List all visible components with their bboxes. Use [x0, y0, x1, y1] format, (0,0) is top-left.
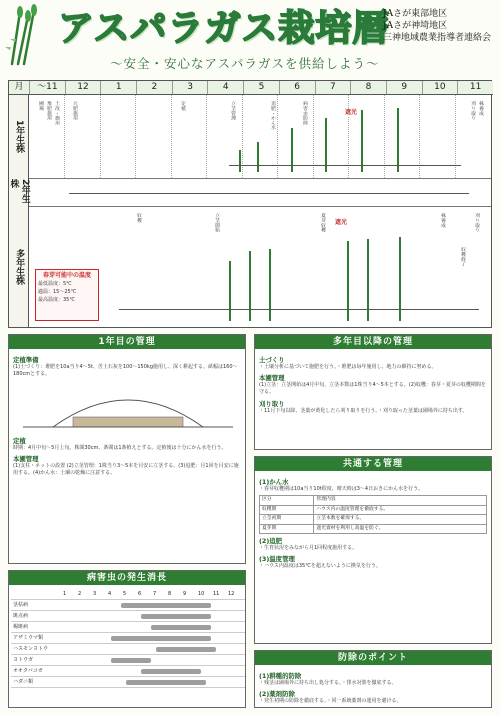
section-heading: (1)耕種的防除	[259, 672, 302, 680]
month-cell: 9	[386, 81, 422, 94]
task-note: 堆肥施用	[45, 101, 51, 121]
panel-body	[259, 353, 487, 446]
section-heading: (2)追肥	[259, 537, 283, 546]
pest-period-bar	[156, 647, 216, 652]
task-note: 土改・施用	[53, 101, 59, 125]
panel-multi-year-management	[254, 334, 492, 450]
pest-month: 6	[138, 591, 142, 597]
section-heading: 定植	[13, 436, 26, 445]
table-row	[260, 515, 487, 525]
pest-name: 斑点病	[13, 613, 29, 619]
pest-name: 褐斑病	[13, 624, 29, 630]
section-heading: (3)温度管理	[259, 555, 295, 564]
asparagus-stem-icon	[229, 261, 231, 321]
month-cell: 6	[279, 81, 315, 94]
pest-month: 8	[168, 591, 172, 597]
task-note: 定植	[179, 101, 185, 111]
header	[0, 0, 500, 78]
section-heading: 定植準備	[13, 356, 39, 364]
pest-period-bar	[141, 614, 211, 619]
panel-body	[259, 669, 487, 704]
pest-period-bar	[141, 669, 201, 674]
shading-callout: 遮光	[335, 219, 348, 226]
pest-period-bar	[126, 680, 206, 685]
table-cell: 夏芽期	[260, 524, 314, 534]
subtitle: ～安全・安心なアスパラガスを供給しよう～	[110, 56, 380, 71]
section-text: (1)立茎：立茎開始は4月中旬、立茎本数は1株当り4～5本とする。(2)収穫：春芽・夏芽の収穫期間を守る。	[259, 382, 486, 396]
pest-name: ヨトウガ	[13, 657, 34, 663]
pest-row	[11, 666, 246, 677]
month-divider	[100, 95, 101, 178]
month-header-label: 月	[14, 82, 24, 92]
task-note: 刈り取り	[469, 101, 475, 121]
section-heading: 本圃管理	[259, 374, 285, 383]
month-cell: 1	[100, 81, 136, 94]
pest-row	[11, 633, 246, 644]
org-line: JAさが東部地区	[383, 9, 448, 19]
section-text: ・残茎は圃場外に持ち出し処分する。・排水対策を徹底する。	[259, 680, 397, 686]
panel-year1-management	[8, 334, 246, 564]
section-text: (1)支柱・ネットの設置 (2)立茎管理：1株当り3～5本を目安に立茎する。(3)追肥：月1回を目安に施用する。(4)かん水：土壌の乾燥に注意する。	[13, 462, 239, 477]
pest-month: 9	[183, 591, 187, 597]
month-divider	[135, 95, 136, 178]
pest-month: 2	[78, 591, 82, 597]
asparagus-stem-icon	[361, 110, 363, 172]
pest-name: ハスモンヨトウ	[13, 646, 49, 652]
growth-period-line	[229, 165, 461, 166]
month-cell: 12	[65, 81, 101, 94]
pest-occurrence-chart	[11, 589, 246, 685]
pest-month: 10	[198, 591, 205, 597]
org-line: 三神地域農業指導者連絡会	[383, 33, 492, 43]
section-text: (1)土づくり：堆肥を10a当り4～5t、苦土石灰を100～150kg施用し、深く耕起する。畝幅は160～180cmとする。	[13, 364, 238, 378]
asparagus-stem-icon	[397, 108, 399, 172]
section-text: ・ハウス内温度は35℃を超えないように換気を行う。	[259, 563, 381, 570]
pest-name: オオタバコガ	[13, 668, 43, 674]
pest-period-bar	[121, 603, 211, 608]
asparagus-logo-icon	[4, 4, 60, 66]
task-note: 立茎開始	[213, 213, 219, 233]
task-note: 元肥施用	[71, 101, 77, 121]
pest-row	[11, 622, 246, 633]
month-cell: 4	[207, 81, 243, 94]
pest-month: 5	[123, 591, 127, 597]
pest-period-bar	[111, 636, 211, 641]
task-note: 夏芽収穫	[319, 213, 325, 233]
task-note: 株養成	[439, 213, 445, 228]
month-cell: 5	[243, 81, 279, 94]
pest-row	[11, 611, 246, 622]
end-note: 収穫終了	[459, 247, 465, 267]
panel-pest-occurrence	[8, 570, 246, 708]
month-cell: 7	[315, 81, 351, 94]
pest-month: 7	[153, 591, 157, 597]
cultivation-calendar	[8, 80, 492, 328]
table-cell: ハウス内の温度管理を徹底する。	[314, 505, 487, 515]
pest-row	[11, 677, 246, 688]
task-note: 病害虫防除	[301, 101, 307, 125]
pest-row	[11, 600, 246, 611]
growth-period-line	[119, 309, 479, 310]
org-line: JAさが神埼地区	[383, 21, 448, 31]
pest-month: 12	[228, 591, 235, 597]
panel-body	[13, 353, 241, 560]
month-header-row	[9, 81, 493, 95]
section-text: ・生育状況をみながら月1回程度施用する。	[259, 545, 358, 552]
organization-block	[383, 8, 491, 44]
table-cell: 立茎初期	[260, 515, 314, 525]
growth-period-line	[69, 193, 469, 194]
temperature-box-title: 春芽可能中の温度	[42, 272, 91, 279]
panel-title: 病害虫の発生消長	[9, 571, 245, 585]
table-cell: 収穫期	[260, 505, 314, 515]
task-note: 圃場	[37, 101, 43, 111]
panel-title: 共通する管理	[255, 457, 491, 471]
panel-prevention-points	[254, 650, 492, 708]
month-cell: 10	[422, 81, 458, 94]
temperature-line: 適温：15～25℃	[38, 289, 77, 295]
pest-name: ハダニ類	[13, 679, 34, 685]
table-row	[260, 496, 487, 506]
asparagus-stem-icon	[325, 118, 327, 172]
pest-row	[11, 655, 246, 666]
task-note: 立茎管理	[229, 101, 235, 121]
table-row	[260, 505, 487, 515]
section-heading: 本圃管理	[13, 454, 39, 463]
temperature-box	[35, 269, 99, 321]
pest-period-bar	[151, 625, 211, 630]
shading-callout: 遮光	[345, 109, 358, 116]
pest-name: 茎枯病	[13, 602, 29, 608]
asparagus-stem-icon	[249, 251, 251, 321]
page-title: アスパラガス栽培暦	[58, 8, 390, 49]
row-label-year1: 1年生株	[9, 95, 29, 179]
calendar-row-year1	[29, 95, 491, 179]
month-cell: 8	[350, 81, 386, 94]
pest-row	[11, 644, 246, 655]
table-row	[260, 524, 487, 534]
panel-common-management	[254, 456, 492, 644]
task-note: 株養成	[477, 101, 483, 116]
pest-period-bar	[111, 658, 151, 663]
section-text: ・11月下旬以降、茎葉が黄化したら刈り取りを行う。・刈り取った茎葉は圃場外に持ち出す。	[259, 407, 468, 414]
row-label-year2: 2年生株	[9, 179, 29, 207]
table-header-cell: 区分	[260, 496, 314, 506]
asparagus-stem-icon	[257, 142, 259, 172]
section-heading: (1)かん水	[259, 478, 289, 486]
panel-title: 防除のポイント	[255, 651, 491, 665]
management-table	[259, 495, 487, 534]
greenhouse-diagram-icon	[13, 381, 243, 431]
month-divider	[171, 95, 172, 178]
month-cell: 2	[136, 81, 172, 94]
temperature-line: 最高温度：35℃	[38, 297, 75, 303]
asparagus-stem-icon	[269, 249, 271, 321]
pest-month-header	[11, 589, 246, 600]
table-header-cell: 管理内容	[314, 496, 487, 506]
panel-title: 多年目以降の管理	[255, 335, 491, 349]
month-cell: ～11	[29, 81, 65, 94]
temperature-line: 最低温度：5℃	[38, 281, 72, 287]
row-label-multi: 多年生株	[9, 207, 29, 327]
table-cell: 遮光資材を利用し高温を防ぐ。	[314, 524, 487, 534]
task-note: 追肥・かん水	[269, 101, 275, 130]
section-heading: 土づくり	[259, 356, 285, 364]
pest-month: 4	[108, 591, 112, 597]
task-note: 収穫	[135, 213, 141, 223]
month-divider	[206, 95, 207, 178]
section-text: ・発生初期の防除を徹底する。・同一系統薬剤の連用を避ける。	[259, 698, 402, 705]
section-heading: 刈り取り	[259, 399, 285, 408]
task-note: 刈り取り	[473, 213, 479, 233]
month-cell: 11	[457, 81, 493, 94]
section-text: ・春芽収穫期は10a当り10t程度、晴天時は3～4日おきにかん水を行う。	[259, 486, 424, 492]
pest-month: 3	[93, 591, 97, 597]
panel-body	[259, 475, 487, 640]
section-text: 時期：4月中旬～5月上旬。株間30cm、条間は1条植えとする。定植後は十分にかん水を行う。	[13, 444, 227, 451]
section-text: ・土壌分析に基づいて施肥を行う。・堆肥は毎年施用し、地力の維持に努める。	[259, 364, 437, 370]
calendar-row-year2	[29, 179, 491, 207]
pest-month: 11	[213, 591, 220, 597]
panel-title: 1年目の管理	[9, 335, 245, 349]
pest-name: アザミウマ類	[13, 635, 44, 641]
asparagus-stem-icon	[239, 150, 241, 172]
table-cell: 立茎本数を確保する。	[314, 515, 487, 525]
month-cell: 3	[172, 81, 208, 94]
month-divider	[64, 95, 65, 178]
section-heading: (2)薬剤防除	[259, 690, 295, 699]
pest-month: 1	[63, 591, 67, 597]
